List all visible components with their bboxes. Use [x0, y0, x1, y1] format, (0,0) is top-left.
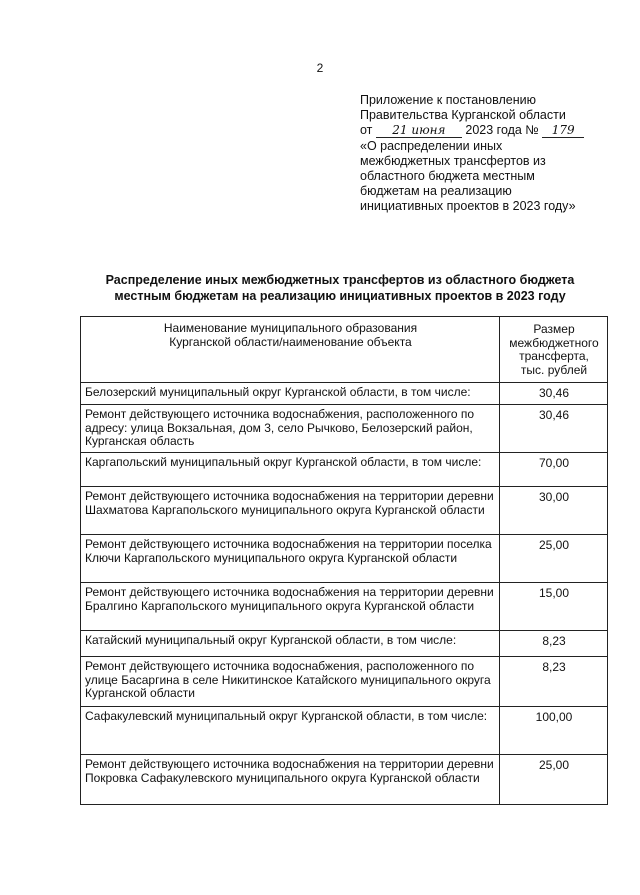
header-text: межбюджетного — [509, 335, 599, 350]
appendix-line: областного бюджета местным — [360, 169, 535, 184]
appendix-date-line — [360, 123, 630, 138]
table-header-row — [81, 317, 608, 383]
header-text: Наименование муниципального образования — [163, 321, 418, 335]
header-text: Размер — [533, 322, 575, 336]
row-value: 8,23 — [500, 631, 608, 657]
handwritten-number: 179 — [542, 124, 584, 138]
row-value: 25,00 — [500, 755, 608, 805]
table-row — [81, 487, 608, 535]
table-row — [81, 707, 608, 755]
row-name: Ремонт действующего источника водоснабжения на территории деревни Бралгино Каргапольского муниципального округа Курганской области — [81, 583, 500, 631]
row-value: 70,00 — [500, 453, 608, 487]
table-row — [81, 383, 608, 405]
header-text: тыс. рублей — [520, 362, 588, 377]
table-row — [81, 583, 608, 631]
row-name: Ремонт действующего источника водоснабжения, расположенного по улице Басаргина в селе Никитинское Катайского муниципального округа Курганской области — [81, 657, 500, 707]
table-row — [81, 755, 608, 805]
row-value: 8,23 — [500, 657, 608, 707]
year-text: 2023 года № — [465, 123, 539, 138]
page-number: 2 — [316, 61, 324, 75]
title-line: Распределение иных межбюджетных трансфертов из областного бюджета — [105, 273, 575, 287]
header-municipality — [81, 317, 500, 383]
row-value: 15,00 — [500, 583, 608, 631]
date-prefix: от — [360, 123, 373, 138]
appendix-line: «О распределении иных — [360, 138, 503, 153]
title-line: местным бюджетам на реализацию инициативных проектов в 2023 году — [114, 289, 566, 303]
header-amount — [500, 317, 608, 383]
handwritten-date: 21 июня — [376, 124, 462, 138]
appendix-line: Приложение к постановлению — [360, 93, 536, 107]
row-name: Ремонт действующего источника водоснабжения, расположенного по адресу: улица Вокзальная, дом 3, село Рычково, Белозерский район, Курганская область — [81, 405, 500, 453]
transfers-table — [80, 316, 608, 805]
document-title — [60, 272, 620, 304]
row-name: Катайский муниципальный округ Курганской области, в том числе: — [81, 631, 500, 657]
table-row — [81, 657, 608, 707]
row-name: Каргапольский муниципальный округ Курганской области, в том числе: — [81, 453, 500, 487]
table-row — [81, 453, 608, 487]
row-name: Ремонт действующего источника водоснабжения на территории поселка Ключи Каргапольского муниципального округа Курганской области — [81, 535, 500, 583]
row-name: Ремонт действующего источника водоснабжения на территории деревни Шахматова Каргапольского муниципального округа Курганской области — [81, 487, 500, 535]
row-name: Ремонт действующего источника водоснабжения на территории деревни Покровка Сафакулевского муниципального округа Курганской области — [81, 755, 500, 805]
header-text: трансферта, — [519, 349, 589, 364]
appendix-line: инициативных проектов в 2023 году» — [360, 199, 576, 214]
table-row — [81, 535, 608, 583]
appendix-block — [360, 93, 630, 215]
header-text: Курганской области/наименование объекта — [169, 334, 412, 349]
table-row — [81, 405, 608, 453]
table-row — [81, 631, 608, 657]
row-value: 30,46 — [500, 405, 608, 453]
appendix-line: бюджетам на реализацию — [360, 184, 512, 199]
row-name: Белозерский муниципальный округ Курганской области, в том числе: — [81, 383, 500, 405]
appendix-line: межбюджетных трансфертов из — [360, 153, 546, 168]
row-value: 25,00 — [500, 535, 608, 583]
row-name: Сафакулевский муниципальный округ Курганской области, в том числе: — [81, 707, 500, 755]
row-value: 30,46 — [500, 383, 608, 405]
appendix-line: Правительства Курганской области — [360, 108, 566, 123]
row-value: 100,00 — [500, 707, 608, 755]
row-value: 30,00 — [500, 487, 608, 535]
